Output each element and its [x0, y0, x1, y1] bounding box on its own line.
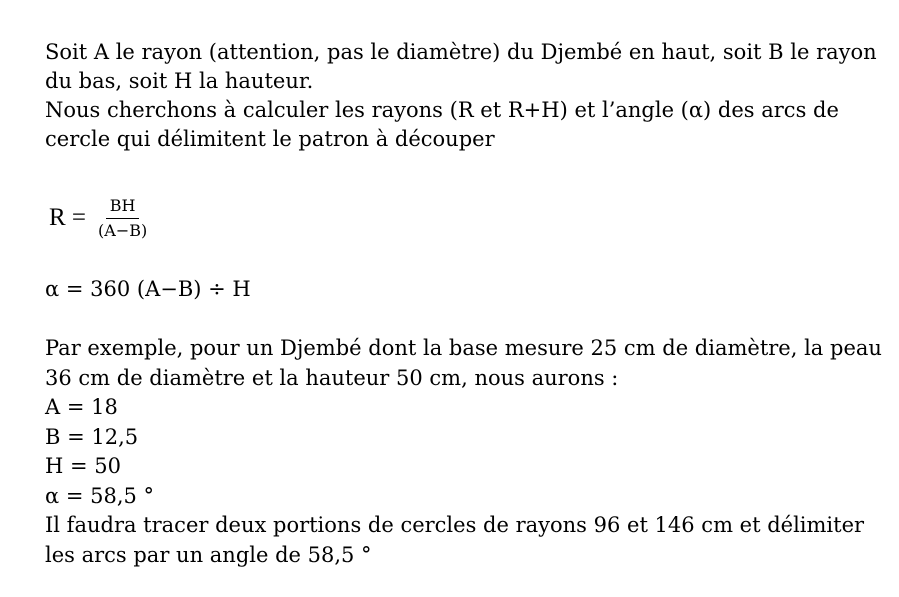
value-h: H = 50	[45, 454, 121, 478]
value-alpha: α = 58,5 °	[45, 483, 155, 508]
example-line: Il faudra tracer deux portions de cercles de rayons 96 et 146 cm et délimiter	[45, 513, 865, 537]
fraction-numerator: BH	[106, 197, 140, 219]
example-line: les arcs par un angle de 58,5 °	[45, 542, 372, 567]
intro-line: Soit A le rayon (attention, pas le diamètre) du Djembé en haut, soit B le rayon	[45, 40, 877, 64]
fraction-denominator: (A−B)	[98, 220, 148, 240]
angle-formula: α = 360 (A−B) ÷ H	[45, 277, 251, 301]
intro-line: cercle qui délimitent le patron à découper	[45, 127, 495, 151]
radius-formula-lhs: R =	[49, 204, 87, 231]
example-line: 36 cm de diamètre et la hauteur 50 cm, nous aurons :	[45, 365, 619, 390]
example-line: Par exemple, pour un Djembé dont la base mesure 25 cm de diamètre, la peau	[45, 336, 882, 360]
intro-line: Nous cherchons à calculer les rayons (R et R+H) et l’angle (α) des arcs de	[45, 98, 839, 122]
value-a: A = 18	[45, 395, 118, 419]
intro-line: du bas, soit H la hauteur.	[45, 69, 314, 93]
radius-formula-fraction	[94, 197, 151, 240]
intro-paragraph	[45, 38, 885, 154]
example-paragraph	[45, 334, 882, 570]
radius-formula	[49, 193, 151, 243]
value-b: B = 12,5	[45, 424, 139, 449]
